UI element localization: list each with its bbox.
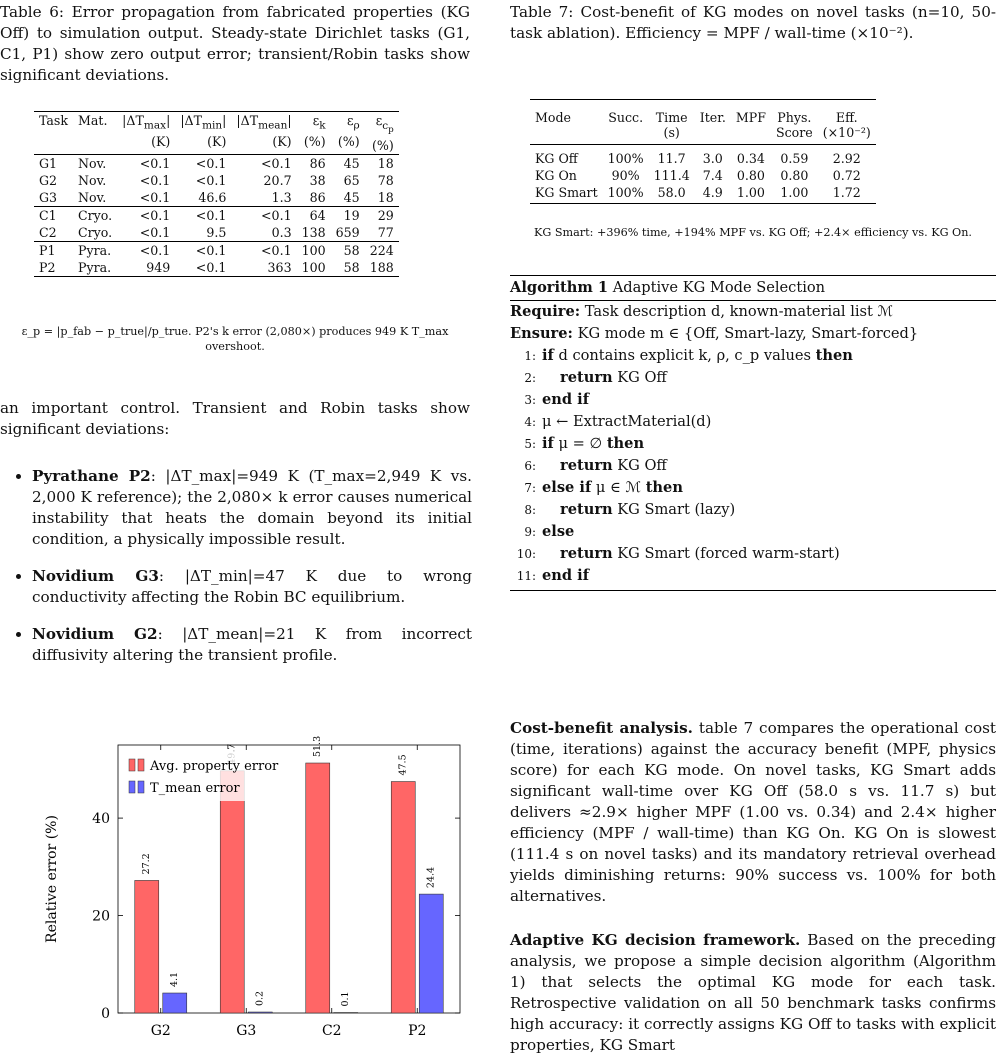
t7-cell: 1.72 <box>818 184 876 204</box>
table6 <box>34 111 399 277</box>
bar-data-label: 0.2 <box>255 991 266 1006</box>
t7-row <box>530 145 876 168</box>
bar <box>248 1012 272 1013</box>
algorithm-step: 1: if d contains explicit k, ρ, c_p values then <box>510 345 996 367</box>
t6-header-erho: $\varepsilon_\rho$ (%) <box>331 112 365 155</box>
x-tick-label: C2 <box>322 1023 342 1039</box>
algorithm-name: Adaptive KG Mode Selection <box>613 279 825 296</box>
table6-caption: Table 6: Error propagation from fabricated properties (KG Off) to simulation output. Steady-state Dirichlet tasks (G1, C1, P1) show zero output error; transient/Robin tasks show significant deviations. <box>0 2 470 86</box>
t6-cell: Pyra. <box>73 259 117 277</box>
t7-cell: 0.80 <box>731 167 771 184</box>
t6-cell: Nov. <box>73 189 117 207</box>
t6-cell: <0.1 <box>175 259 231 277</box>
t7-header-cell: MPF <box>731 100 771 145</box>
t6-cell: 45 <box>331 189 365 207</box>
t6-cell: P1 <box>34 241 73 259</box>
t6-header-dtmin: $|\Delta T_{min}|$ (K) <box>175 112 231 155</box>
bar-data-label: 47.5 <box>398 754 409 775</box>
y-axis-label: Relative error (%) <box>44 815 60 943</box>
t6-cell: 363 <box>231 259 296 277</box>
algorithm-step: 2: return KG Off <box>510 367 996 389</box>
t6-header-mat: Mat. <box>73 112 117 155</box>
t6-cell: 38 <box>297 172 331 189</box>
t6-header-dtmax: $|\Delta T_{max}|$ (K) <box>117 112 175 155</box>
algorithm-step: 10: return KG Smart (forced warm-start) <box>510 543 996 565</box>
legend-label: Avg. property error <box>149 759 279 774</box>
t6-cell: Pyra. <box>73 241 117 259</box>
t6-row <box>34 154 399 172</box>
t7-cell: 0.80 <box>771 167 818 184</box>
finding-item: • Novidium G3: |ΔT_min|=47 K due to wrong conductivity affecting the Robin BC equilibrium. <box>32 566 472 608</box>
t6-cell: G3 <box>34 189 73 207</box>
t6-cell: 659 <box>331 224 365 242</box>
x-tick-label: G3 <box>236 1023 256 1039</box>
t7-header-cell: Iter. <box>695 100 731 145</box>
finding-item: • Novidium G2: |ΔT_mean|=21 K from incorrect diffusivity altering the transient profile. <box>32 624 472 666</box>
t7-cell: 0.34 <box>731 145 771 168</box>
t6-header-ecp: $\varepsilon_{c_p}$ (%) <box>365 112 399 155</box>
bar-data-label: 0.1 <box>340 991 351 1006</box>
t6-cell: G1 <box>34 154 73 172</box>
t6-cell: 65 <box>331 172 365 189</box>
t7-cell: 1.00 <box>731 184 771 204</box>
bar <box>163 993 187 1013</box>
t7-cell: 0.72 <box>818 167 876 184</box>
t6-cell: <0.1 <box>231 206 296 224</box>
t6-row <box>34 259 399 277</box>
t6-cell: 138 <box>297 224 331 242</box>
algorithm-title <box>510 276 996 301</box>
t6-cell: C2 <box>34 224 73 242</box>
t7-header-cell: Succ. <box>603 100 649 145</box>
t7-header-cell: Time (s) <box>649 100 695 145</box>
algorithm-ensure: Ensure: KG mode m ∈ {Off, Smart-lazy, Smart-forced} <box>510 323 996 345</box>
algorithm-number: Algorithm 1 <box>510 279 608 296</box>
t6-cell: P2 <box>34 259 73 277</box>
y-tick-label: 0 <box>101 1006 110 1022</box>
t7-cell: 58.0 <box>649 184 695 204</box>
legend-swatch <box>129 759 135 771</box>
t7-header-cell: Phys. Score <box>771 100 818 145</box>
bar-data-label: 27.2 <box>141 853 152 874</box>
t6-cell: Cryo. <box>73 206 117 224</box>
t6-cell: <0.1 <box>175 206 231 224</box>
t6-cell: 19 <box>331 206 365 224</box>
t6-cell: 100 <box>297 241 331 259</box>
t6-cell: C1 <box>34 206 73 224</box>
t6-cell: <0.1 <box>117 206 175 224</box>
algorithm-step: 11: end if <box>510 565 996 587</box>
cost-benefit-paragraph: Cost-benefit analysis. table 7 compares the operational cost (time, iterations) against the accuracy benefit (MPF, physics score) for each KG mode. On novel tasks, KG Smart adds significant wall-time over KG Off (58.0 s vs. 11.7 s) but delivers ≈2.9× higher MPF (1.00 vs. 0.34) and 2.4× higher efficiency (MPF / wall-time) than KG On. KG On is slowest (111.4 s on novel tasks) and its mandatory retrieval overhead yields diminishing returns: 90% success vs. 100% for both alternatives. <box>510 718 996 907</box>
t6-cell: G2 <box>34 172 73 189</box>
t6-cell: 9.5 <box>175 224 231 242</box>
t6-cell: <0.1 <box>175 172 231 189</box>
t6-cell: <0.1 <box>117 241 175 259</box>
algorithm-step: 4: μ ← ExtractMaterial(d) <box>510 411 996 433</box>
t7-cell: 111.4 <box>649 167 695 184</box>
t7-cell: 0.59 <box>771 145 818 168</box>
table7-note: KG Smart: +396% time, +194% MPF vs. KG Off; +2.4× efficiency vs. KG On. <box>510 225 996 240</box>
finding-item: • Pyrathane P2: |ΔT_max|=949 K (T_max=2,949 K vs. 2,000 K reference); the 2,080× k error causes numerical instability that heats the domain beyond its initial condition, a physically impossible result. <box>32 466 472 550</box>
t6-cell: 78 <box>365 172 399 189</box>
t7-cell: 100% <box>603 184 649 204</box>
t6-header-dtmean: $|\Delta T_{mean}|$ (K) <box>231 112 296 155</box>
t6-cell: 188 <box>365 259 399 277</box>
t6-cell: 1.3 <box>231 189 296 207</box>
t6-cell: 45 <box>331 154 365 172</box>
t6-cell: 224 <box>365 241 399 259</box>
legend-swatch <box>138 781 144 793</box>
t7-cell: 100% <box>603 145 649 168</box>
t6-cell: 0.3 <box>231 224 296 242</box>
t6-cell: <0.1 <box>175 241 231 259</box>
legend-label: T_mean error <box>150 781 240 796</box>
bar <box>306 763 330 1013</box>
y-tick-label: 40 <box>92 811 110 827</box>
t6-cell: Cryo. <box>73 224 117 242</box>
adaptive-framework-paragraph: Adaptive KG decision framework. Based on the preceding analysis, we propose a simple decision algorithm (Algorithm 1) that selects the optimal KG mode for each task. Retrospective validation on all 50 benchmark tasks confirms high accuracy: it correctly assigns KG Off to tasks with explicit properties, KG Smart <box>510 930 996 1056</box>
t6-cell: <0.1 <box>117 172 175 189</box>
table7-caption: Table 7: Cost-benefit of KG modes on novel tasks (n=10, 50-task ablation). Efficiency = MPF / wall-time (×10⁻²). <box>510 2 996 44</box>
t6-row <box>34 241 399 259</box>
bar-data-label: 51.3 <box>312 736 323 757</box>
t7-cell: 90% <box>603 167 649 184</box>
algorithm-step: 3: end if <box>510 389 996 411</box>
y-tick-label: 20 <box>92 909 110 925</box>
t7-cell: 3.0 <box>695 145 731 168</box>
t6-cell: 29 <box>365 206 399 224</box>
t6-cell: 58 <box>331 241 365 259</box>
algorithm-step: 8: return KG Smart (lazy) <box>510 499 996 521</box>
algorithm-box <box>510 275 996 591</box>
t6-cell: 86 <box>297 189 331 207</box>
t6-cell: 18 <box>365 154 399 172</box>
t7-cell: 2.92 <box>818 145 876 168</box>
legend-swatch <box>129 781 135 793</box>
t7-row <box>530 167 876 184</box>
t6-cell: <0.1 <box>175 154 231 172</box>
t6-cell: 58 <box>331 259 365 277</box>
t6-cell: <0.1 <box>117 224 175 242</box>
t6-cell: 18 <box>365 189 399 207</box>
t6-cell: <0.1 <box>231 154 296 172</box>
error-bar-chart <box>30 700 470 1045</box>
t7-cell: 11.7 <box>649 145 695 168</box>
bar <box>391 782 415 1013</box>
bar <box>220 771 244 1013</box>
t7-header-cell: Eff. (×10⁻²) <box>818 100 876 145</box>
algorithm-step: 6: return KG Off <box>510 455 996 477</box>
t6-cell: 86 <box>297 154 331 172</box>
x-tick-label: P2 <box>408 1023 426 1039</box>
t7-cell: KG On <box>530 167 603 184</box>
table7 <box>530 99 876 204</box>
algorithm-require: Require: Task description d, known-material list ℳ <box>510 301 996 323</box>
chart-legend <box>124 751 292 801</box>
t6-row <box>34 224 399 242</box>
t7-cell: 7.4 <box>695 167 731 184</box>
algorithm-step: 5: if μ = ∅ then <box>510 433 996 455</box>
t6-row <box>34 206 399 224</box>
t7-cell: 4.9 <box>695 184 731 204</box>
left-intro-paragraph: an important control. Transient and Robin tasks show significant deviations: <box>0 398 470 440</box>
t6-cell: 77 <box>365 224 399 242</box>
t7-cell: 1.00 <box>771 184 818 204</box>
t6-cell: Nov. <box>73 154 117 172</box>
t6-cell: 100 <box>297 259 331 277</box>
t6-row <box>34 172 399 189</box>
t6-cell: 46.6 <box>175 189 231 207</box>
t6-cell: Nov. <box>73 172 117 189</box>
algorithm-steps <box>510 345 996 590</box>
t6-header-ek: $\varepsilon_k$ (%) <box>297 112 331 155</box>
algorithm-step: 7: else if μ ∈ ℳ then <box>510 477 996 499</box>
table6-note: ε_p = |p_fab − p_true|/p_true. P2's k error (2,080×) produces 949 K T_max overshoot. <box>0 324 470 354</box>
t6-cell: 949 <box>117 259 175 277</box>
t6-header-task: Task <box>34 112 73 155</box>
t7-cell: KG Smart <box>530 184 603 204</box>
legend-swatch <box>138 759 144 771</box>
findings-list <box>0 466 472 682</box>
bar-data-label: 4.1 <box>169 972 180 987</box>
t7-row <box>530 184 876 204</box>
algorithm-step: 9: else <box>510 521 996 543</box>
t7-header-row <box>530 100 876 145</box>
t6-cell: 64 <box>297 206 331 224</box>
bar <box>419 894 443 1013</box>
t6-cell: <0.1 <box>117 189 175 207</box>
bar-data-label: 24.4 <box>426 867 437 888</box>
x-tick-label: G2 <box>151 1023 171 1039</box>
t7-header-cell: Mode <box>530 100 603 145</box>
bar <box>135 880 159 1013</box>
t7-cell: KG Off <box>530 145 603 168</box>
t6-cell: <0.1 <box>117 154 175 172</box>
t6-cell: 20.7 <box>231 172 296 189</box>
t6-cell: <0.1 <box>231 241 296 259</box>
t6-row <box>34 189 399 207</box>
